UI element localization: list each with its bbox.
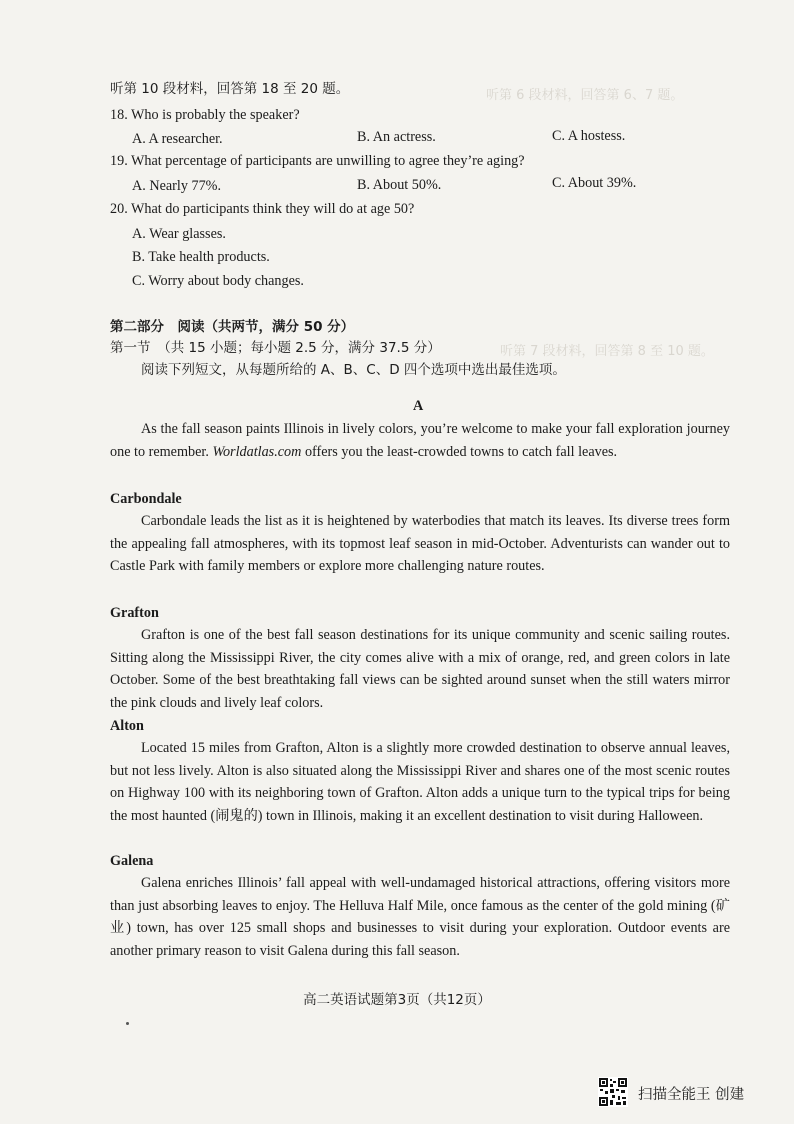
bleed-through: 听第 6 段材料，回答第 6、7 题。 (486, 88, 684, 103)
town-paragraph-galena: Galena enriches Illinois’ fall appeal with well-undamaged historical attractions, offering visitors more than just absorbing leaves to enjoy. The Helluva Half Mile, once famous as the center of the gold mining (矿业) town, has over 125 small shops and businesses to visit during your exploration. Outdoor events are another primary reason to visit Galena during this fall season. (110, 875, 730, 959)
question-19-option-a: A. Nearly 77%. (132, 178, 222, 194)
intro-text-after: offers you the least-crowded towns to catch fall leaves. (301, 443, 618, 460)
listening-instruction: 听第 10 段材料，回答第 18 至 20 题。 (110, 81, 350, 97)
speck (126, 1022, 129, 1025)
question-18-option-b: B. An actress. (357, 129, 436, 145)
question-18-option-a: A. A researcher. (132, 131, 223, 147)
town-heading-galena: Galena (110, 853, 154, 869)
town-paragraph-alton: Located 15 miles from Grafton, Alton is a slightly more crowded destination to observe annual leaves, but not less lively. Alton is also situated along the Mississippi River and shares one of the most scenic routes on Highway 100 with its neighboring town of Grafton. Alton adds a unique turn to the typical trips for being the most haunted (闹鬼的) town in Illinois, making it an excellent destination to visit during Halloween. (110, 740, 730, 824)
town-paragraph-grafton: Grafton is one of the best fall season destinations for its unique community and scenic sailing routes. Sitting along the Mississippi River, the city comes alive with a mix of orange, red, and green colors in late October. Some of the best breathtaking fall views can be sighted around sunset when the still waters mirror the pink clouds and lively leaf colors. (110, 627, 730, 711)
intro-text-before: As the fall season paints Illinois in lively colors, you’re welcome to make your fall exploration journey one to remember. (110, 421, 730, 460)
question-20-option-a: A. Wear glasses. (132, 226, 226, 242)
reading-part-title: 第二部分 阅读（共两节，满分 50 分） (110, 319, 355, 335)
passage-intro (110, 418, 730, 463)
town-heading-carbondale: Carbondale (110, 491, 182, 507)
question-19-option-c: C. About 39%. (552, 175, 637, 191)
question-18-option-c: C. A hostess. (552, 128, 626, 144)
passage-label: A (413, 398, 424, 414)
question-20-option-c: C. Worry about body changes. (132, 273, 304, 289)
question-19-option-b: B. About 50%. (357, 177, 442, 193)
question-19-stem: 19. What percentage of participants are unwilling to agree they’re aging? (110, 153, 525, 169)
town-heading-alton: Alton (110, 718, 144, 734)
question-20-stem: 20. What do participants think they will do at age 50? (110, 201, 415, 217)
bleed-through: 听第 7 段材料，回答第 8 至 10 题。 (500, 344, 714, 359)
scanner-watermark: 扫描全能王 创建 (638, 1087, 745, 1103)
page-footer: 高二英语试题第3页（共12页） (303, 992, 491, 1008)
town-paragraph-carbondale: Carbondale leads the list as it is heightened by waterbodies that match its leaves. Its diverse trees form the appealing fall atmospheres, with its topmost leaf season in mid-October. Adventurists can wander out to Castle Park with family members or explore more challenging nature routes. (110, 513, 730, 575)
qr-code-icon (598, 1077, 628, 1107)
reading-instruction: 阅读下列短文，从每题所给的 A、B、C、D 四个选项中选出最佳选项。 (141, 362, 566, 378)
question-20-option-b: B. Take health products. (132, 249, 270, 265)
town-heading-grafton: Grafton (110, 605, 159, 621)
intro-site-name: Worldatlas.com (212, 443, 302, 460)
reading-section-title: 第一节 （共 15 小题；每小题 2.5 分，满分 37.5 分） (110, 340, 441, 356)
question-18-stem: 18. Who is probably the speaker? (110, 107, 300, 123)
